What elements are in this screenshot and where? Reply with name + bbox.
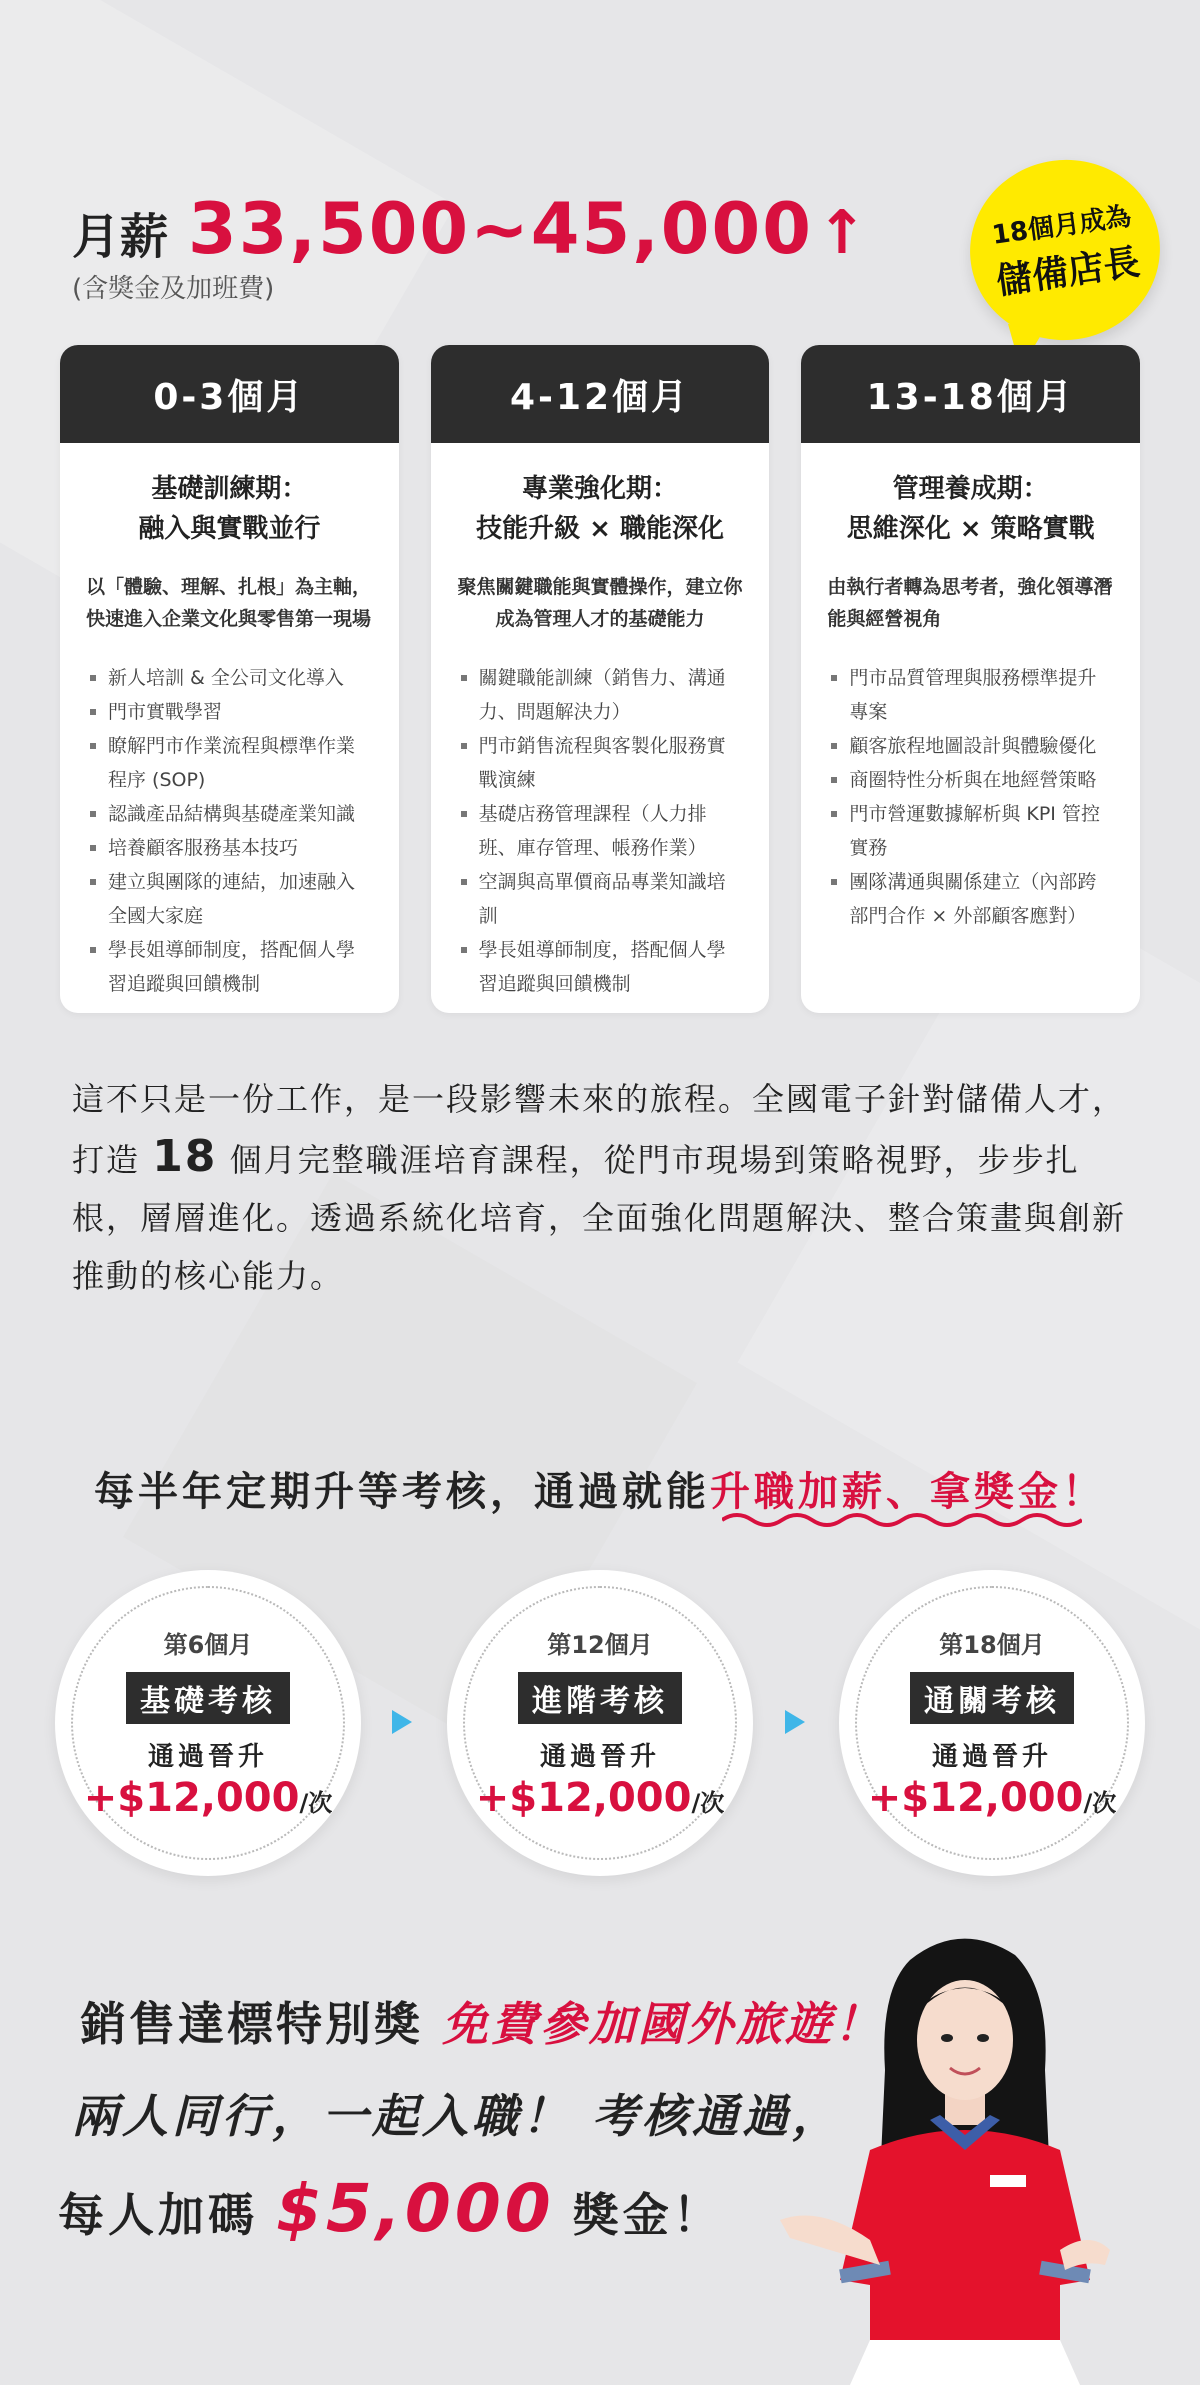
card-period: 13-18個月 [801,345,1140,443]
list-item: 學長姐導師制度，搭配個人學習追蹤與回饋機制 [457,933,744,1001]
card-item-list [457,661,744,1001]
stage-month: 第6個月 [163,1631,253,1659]
list-item: 學長姐導師制度，搭配個人學習追蹤與回饋機制 [86,933,373,1001]
salary-amount: 33,500~45,000 [188,188,813,270]
badge-line2: 儲備店長 [993,241,1143,303]
referral-line: 兩人同行，一起入職！ 考核通過， [72,2089,843,2143]
salary-headline [72,188,867,270]
bonus-text: 獎金！ [572,2188,723,2242]
arrow-right-icon [392,1710,412,1734]
training-card-stage-2 [431,345,770,1013]
list-item: 團隊溝通與關係建立（內部跨部門合作 × 外部顧客應對） [827,865,1114,933]
card-title-line1: 基礎訓練期： [151,474,308,504]
list-item: 認識產品結構與基礎產業知識 [86,797,373,831]
badge-line1: 18個月成為 [990,201,1134,251]
list-item: 門市銷售流程與客製化服務實戰演練 [457,729,744,797]
stage-bonus [476,1775,724,1821]
list-item: 關鍵職能訓練（銷售力、溝通力、問題解決力） [457,661,744,729]
list-item: 空調與高單價商品專業知識培訓 [457,865,744,933]
card-description: 聚焦關鍵職能與實體操作，建立你成為管理人才的基礎能力 [457,576,743,630]
card-title-line2: 技能升級 × 職能深化 [476,514,724,544]
card-title-line1: 管理養成期： [892,474,1049,504]
card-description: 以「體驗、理解、扎根」為主軸，快速進入企業文化與零售第一現場 [86,576,372,630]
list-item: 門市實戰學習 [86,695,373,729]
card-title [86,469,373,549]
card-description: 由執行者轉為思考者，強化領導潛能與經營視角 [827,576,1113,630]
assessment-stage-1 [55,1570,361,1876]
stage-name: 進階考核 [518,1672,682,1724]
stage-pass-label: 通過晉升 [147,1742,268,1772]
bonus-text: 每人加碼 [58,2188,258,2242]
bonus-amount: $5,000 [276,2170,555,2247]
stage-month: 第18個月 [939,1631,1045,1659]
training-cards [60,345,1140,1013]
card-title [827,469,1114,549]
stage-month: 第12個月 [547,1631,653,1659]
wavy-underline [722,1510,1082,1530]
stage-pass-label: 通過晉升 [539,1742,660,1772]
list-item: 培養顧客服務基本技巧 [86,831,373,865]
promotion-title-highlight: 升職加薪、拿獎金！ [710,1469,1106,1515]
stage-bonus-amount: +$12,000 [475,1775,692,1821]
intro-text: 這不只是一份工作，是一段影響未來的旅程。全國電子針對儲備人才，打造 [72,1080,1127,1179]
intro-text: 個月完整職涯培育課程，從門市現場到策略視野，步步扎根，層層進化。透過系統化培育，全面強化問題解決、整合策畫與創新推動的核心能力。 [72,1141,1127,1295]
assessment-stages [55,1570,1145,1880]
list-item: 建立與團隊的連結，加速融入全國大家庭 [86,865,373,933]
spokesperson-image [760,1920,1160,2385]
assessment-stage-3 [839,1570,1145,1876]
promotion-title-text: 每半年定期升等考核，通過就能 [94,1469,710,1515]
stage-bonus-amount: +$12,000 [867,1775,1084,1821]
card-title-line2: 融入與實戰並行 [138,514,321,544]
travel-reward-text: 銷售達標特別獎 [80,1997,443,2051]
card-title-line2: 思維深化 × 策略實戰 [846,514,1095,544]
stage-name: 通關考核 [910,1672,1074,1724]
list-item: 門市營運數據解析與 KPI 管控實務 [827,797,1114,865]
stage-bonus [84,1775,332,1821]
travel-reward-highlight: 免費參加國外旅遊！ [442,1997,884,2051]
card-item-list [86,661,373,1001]
arrow-up-icon: ↑ [816,198,868,268]
list-item: 門市品質管理與服務標準提升專案 [827,661,1114,729]
list-item: 商圈特性分析與在地經營策略 [827,763,1114,797]
card-title [457,469,744,549]
arrow-right-icon [785,1710,805,1734]
bonus-line [58,2170,723,2247]
intro-highlight-number: 18 [152,1131,218,1182]
stage-bonus-unit: /次 [1083,1789,1117,1817]
stage-pass-label: 通過晉升 [931,1742,1052,1772]
promotion-title [0,1460,1200,1517]
salary-label: 月薪 [72,209,169,265]
training-card-stage-3 [801,345,1140,1013]
card-period: 4-12個月 [431,345,770,443]
speech-bubble-badge [958,148,1171,353]
stage-bonus-amount: +$12,000 [83,1775,300,1821]
stage-bonus-unit: /次 [299,1789,333,1817]
stage-bonus-unit: /次 [691,1789,725,1817]
stage-bonus [868,1775,1116,1821]
salary-note: (含獎金及加班費) [72,274,275,304]
list-item: 瞭解門市作業流程與標準作業程序 (SOP) [86,729,373,797]
list-item: 顧客旅程地圖設計與體驗優化 [827,729,1114,763]
card-period: 0-3個月 [60,345,399,443]
stage-name: 基礎考核 [126,1672,290,1724]
list-item: 新人培訓 & 全公司文化導入 [86,661,373,695]
training-card-stage-1 [60,345,399,1013]
assessment-stage-2 [447,1570,753,1876]
list-item: 基礎店務管理課程（人力排班、庫存管理、帳務作業） [457,797,744,865]
card-item-list [827,661,1114,933]
intro-paragraph [72,1070,1132,1305]
card-title-line1: 專業強化期： [522,474,679,504]
